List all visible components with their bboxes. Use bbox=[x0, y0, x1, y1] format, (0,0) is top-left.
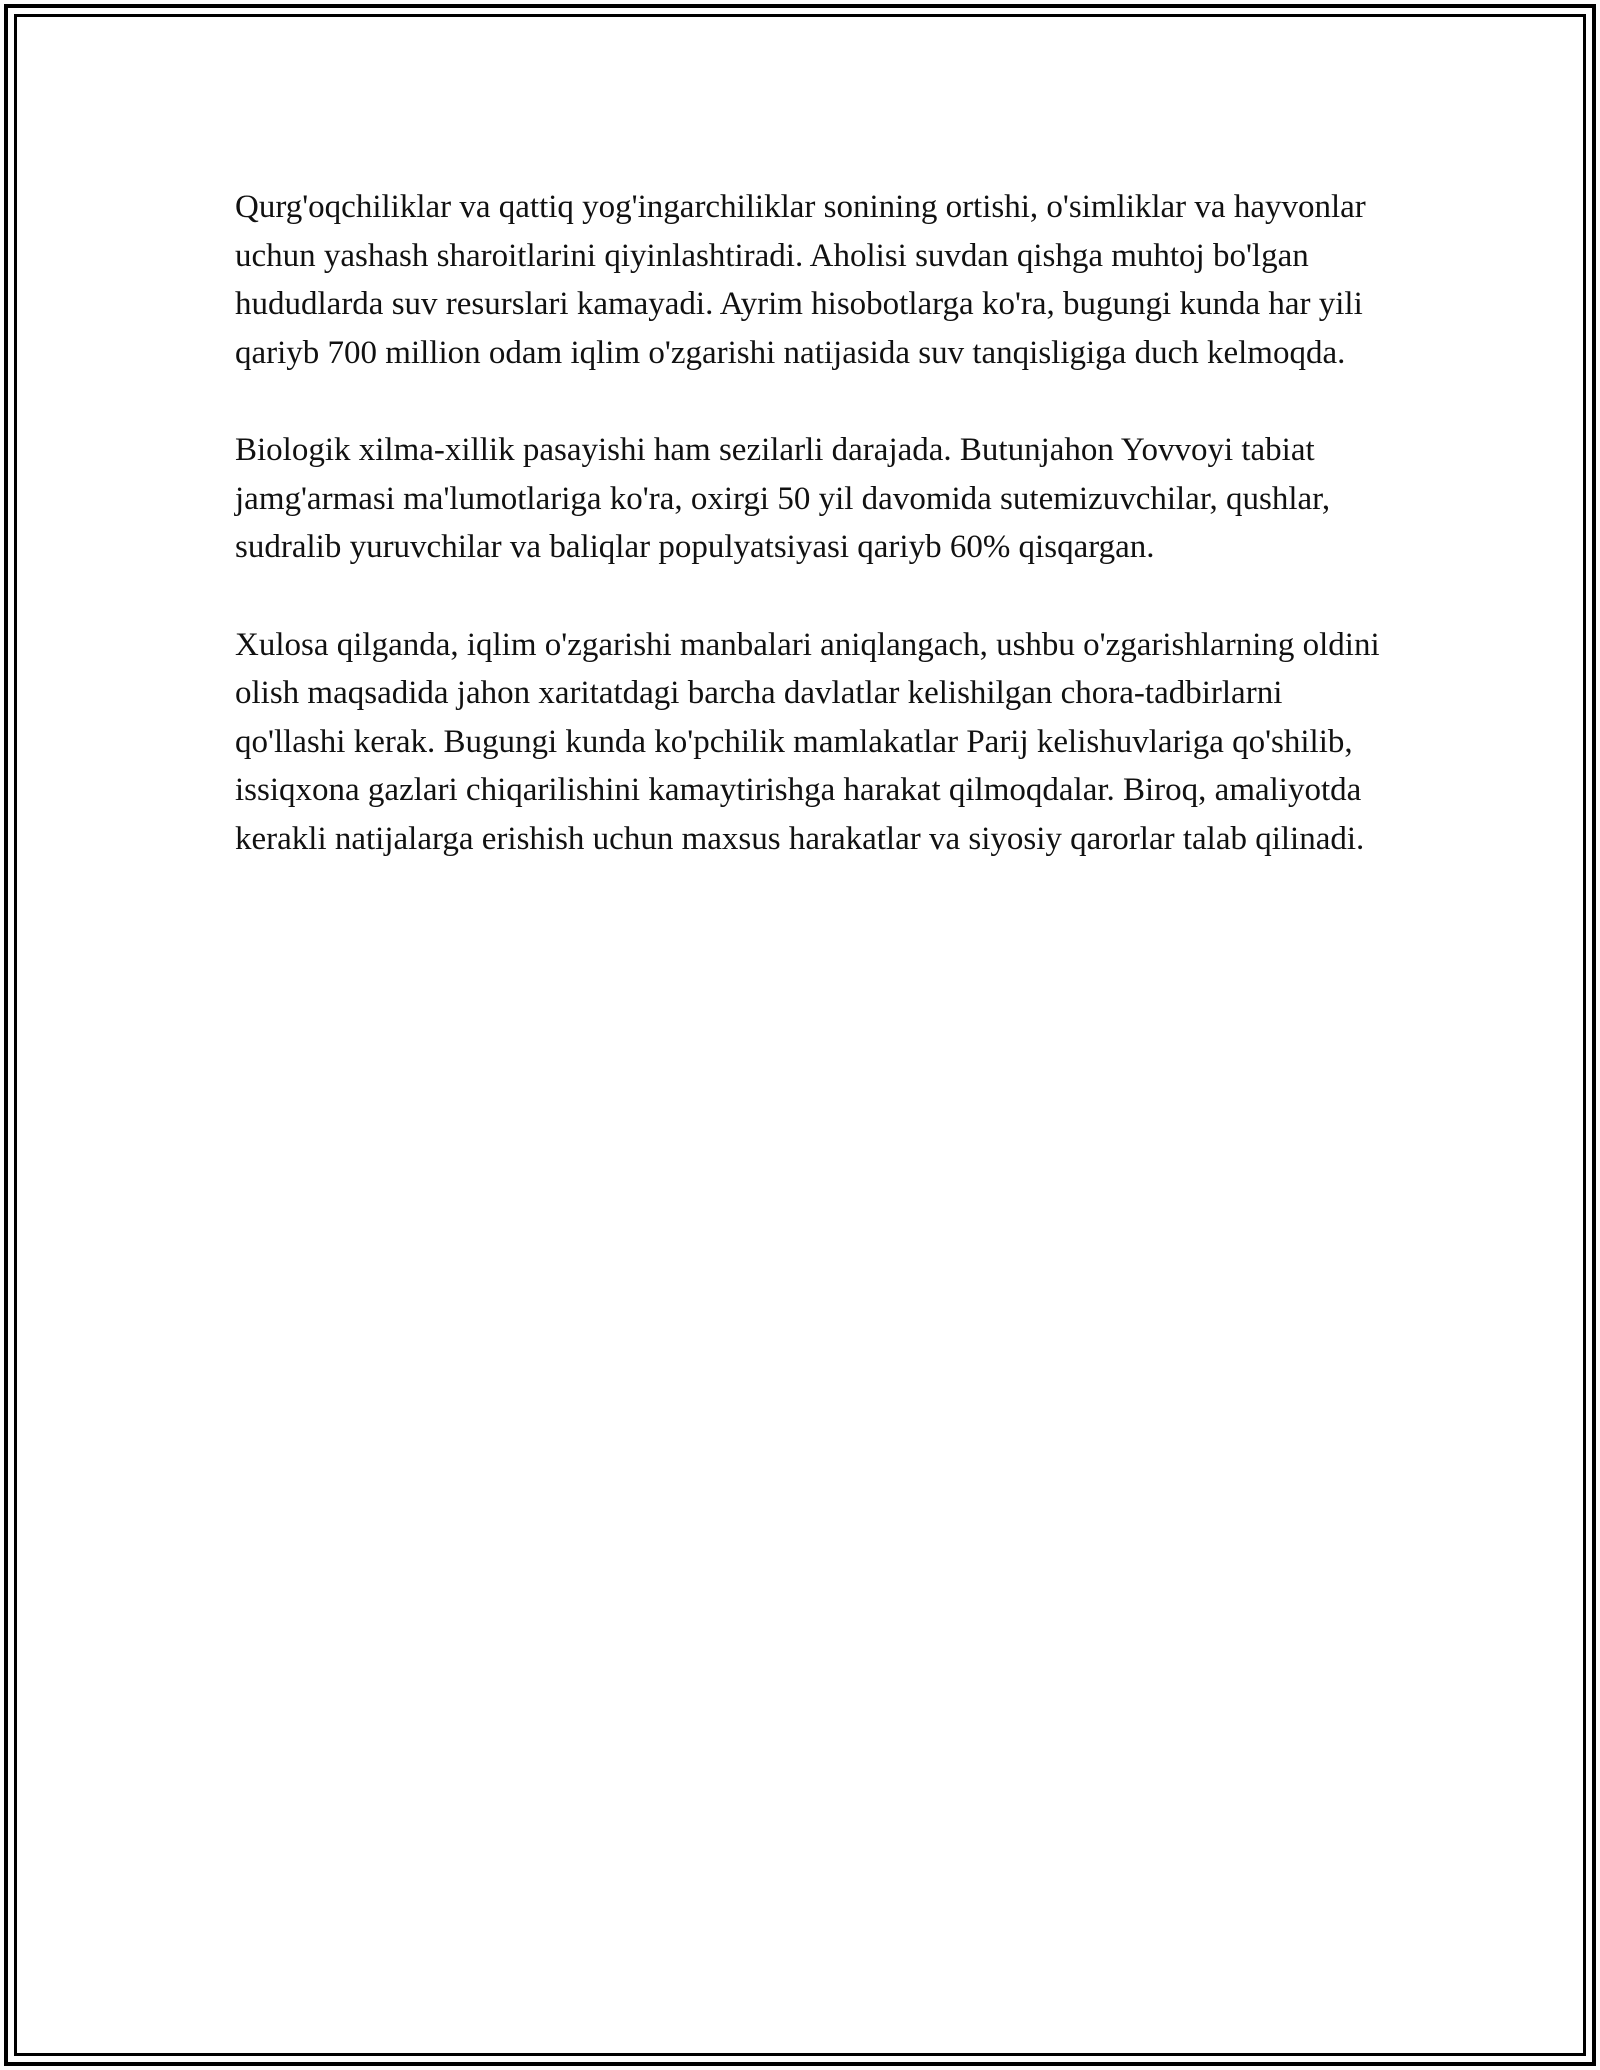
paragraph-biodiversity: Biologik xilma-xillik pasayishi ham sezilarli darajada. Butunjahon Yovvoyi tabiat jamg'armasi ma'lumotlariga ko'ra, oxirgi 50 yil davomida sutemizuvchilar, qushlar, sudralib yuruvchilar va baliqlar populyatsiyasi qariyb 60% qisqargan. bbox=[235, 432, 1331, 565]
document-body bbox=[235, 183, 1385, 912]
paragraph-water-scarcity: Qurg'oqchiliklar va qattiq yog'ingarchiliklar sonining ortishi, o'simliklar va hayvonlar uchun yashash sharoitlarini qiyinlashtiradi. Aholisi suvdan qishga muhtoj bo'lgan hududlarda suv resurslari kamayadi. Ayrim hisobotlarga ko'ra, bugungi kunda har yili qariyb 700 million odam iqlim o'zgarishi natijasida suv tanqisligiga duch kelmoqda. bbox=[235, 189, 1366, 371]
paragraph-conclusion: Xulosa qilganda, iqlim o'zgarishi manbalari aniqlangach, ushbu o'zgarishlarning oldini olish maqsadida jahon xaritatdagi barcha davlatlar kelishilgan chora-tadbirlarni qo'llashi kerak. Bugungi kunda ko'pchilik mamlakatlar Parij kelishuvlariga qo'shilib, issiqxona gazlari chiqarilishini kamaytirishga harakat qilmoqdalar. Biroq, amaliyotda kerakli natijalarga erishish uchun maxsus harakatlar va siyosiy qarorlar talab qilinadi. bbox=[235, 626, 1380, 857]
